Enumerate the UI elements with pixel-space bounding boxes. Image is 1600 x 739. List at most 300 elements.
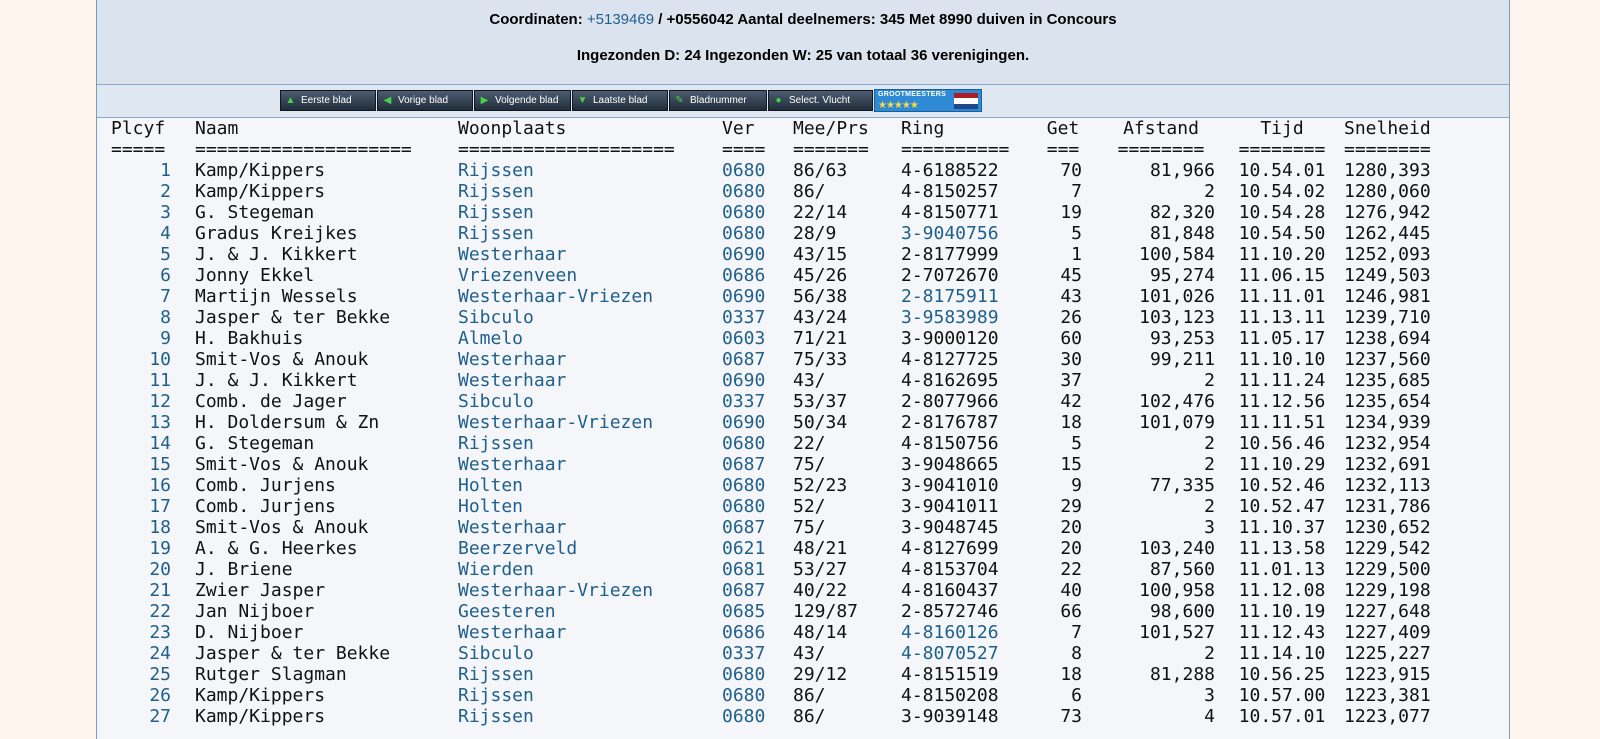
residence-link[interactable]: Westerhaar-Vriezen [458, 580, 654, 601]
rank-link[interactable]: 18 [149, 517, 171, 538]
results-table [97, 118, 1509, 727]
ring-number-link[interactable]: 4-8160126 [901, 622, 999, 643]
table-row [97, 601, 1509, 622]
arrival-time: 11.13.11 [1238, 307, 1326, 328]
ring-number-link[interactable]: 3-9040756 [901, 223, 999, 244]
club-link[interactable]: 0680 [722, 160, 766, 181]
distance: 101,527 [1139, 622, 1215, 643]
arrival-time: 10.57.00 [1238, 685, 1326, 706]
club-link[interactable]: 0686 [722, 622, 766, 643]
rank-link[interactable]: 23 [149, 622, 171, 643]
fancier-name: Jasper & ter Bekke [195, 307, 391, 328]
sep-plcyf: ===== [111, 139, 166, 160]
arrival-time: 11.10.29 [1238, 454, 1326, 475]
fancier-name: H. Doldersum & Zn [195, 412, 380, 433]
ring-number: 4-8162695 [901, 370, 999, 391]
ring-number: 4-8127699 [901, 538, 999, 559]
fancier-name: Martijn Wessels [195, 286, 358, 307]
residence-link[interactable]: Beerzerveld [458, 538, 578, 559]
header-afstand: Afstand [1123, 118, 1199, 139]
fancier-name: Kamp/Kippers [195, 181, 326, 202]
rank-link[interactable]: 26 [149, 685, 171, 706]
marked-count: 73 [1060, 706, 1082, 727]
fancier-name: Rutger Slagman [195, 664, 347, 685]
rank-link[interactable]: 12 [149, 391, 171, 412]
arrival-time: 11.10.37 [1238, 517, 1326, 538]
rank-link[interactable]: 2 [160, 181, 171, 202]
residence-link[interactable]: Westerhaar [458, 370, 567, 391]
table-row [97, 244, 1509, 265]
select-flight-button[interactable] [768, 90, 873, 111]
first-page-button[interactable] [280, 90, 376, 111]
distance: 2 [1204, 643, 1215, 664]
residence-link[interactable]: Rijssen [458, 181, 534, 202]
ring-number-link[interactable]: 2-8175911 [901, 286, 999, 307]
arrival-time: 10.54.02 [1238, 181, 1326, 202]
sep-mee-prs: ======= [793, 139, 869, 160]
club-link[interactable]: 0337 [722, 307, 766, 328]
rank-link[interactable]: 16 [149, 475, 171, 496]
entries-prizes: 71/21 [793, 328, 848, 349]
sep-ver: ==== [722, 139, 766, 160]
club-link[interactable]: 0687 [722, 580, 766, 601]
residence-link[interactable]: Rijssen [458, 433, 534, 454]
marked-count: 5 [1071, 433, 1082, 454]
page-number-label: Bladnummer [690, 95, 747, 106]
residence-link[interactable]: Geesteren [458, 601, 556, 622]
distance: 3 [1204, 517, 1215, 538]
distance: 102,476 [1139, 391, 1215, 412]
speed: 1232,113 [1344, 475, 1431, 496]
marked-count: 7 [1071, 622, 1082, 643]
marked-count: 7 [1071, 181, 1082, 202]
ring-number: 4-6188522 [901, 160, 999, 181]
table-row [97, 706, 1509, 727]
ring-number: 3-9041010 [901, 475, 999, 496]
arrival-time: 11.06.15 [1238, 265, 1326, 286]
residence-link[interactable]: Wierden [458, 559, 534, 580]
fancier-name: Jonny Ekkel [195, 265, 315, 286]
rank-link[interactable]: 25 [149, 664, 171, 685]
fancier-name: Kamp/Kippers [195, 706, 326, 727]
entries-prizes: 48/14 [793, 622, 848, 643]
speed: 1239,710 [1344, 307, 1431, 328]
sep-woonplaats: ==================== [458, 139, 675, 160]
residence-link[interactable]: Rijssen [458, 202, 534, 223]
table-row [97, 370, 1509, 391]
marked-count: 45 [1060, 265, 1082, 286]
club-link[interactable]: 0681 [722, 559, 766, 580]
fancier-name: Kamp/Kippers [195, 685, 326, 706]
marked-count: 8 [1071, 643, 1082, 664]
club-link[interactable]: 0687 [722, 349, 766, 370]
marked-count: 37 [1060, 370, 1082, 391]
club-link[interactable]: 0337 [722, 643, 766, 664]
fancier-name: A. & G. Heerkes [195, 538, 358, 559]
participants-summary: / +0556042 Aantal deelnemers: 345 Met 8990 duiven in Concours [654, 11, 1117, 28]
sep-afstand: ======== [1117, 139, 1205, 160]
marked-count: 42 [1060, 391, 1082, 412]
entries-prizes: 86/ [793, 181, 826, 202]
club-link[interactable]: 0690 [722, 412, 766, 433]
ring-number: 2-8177999 [901, 244, 999, 265]
arrival-time: 10.54.28 [1238, 202, 1326, 223]
table-row [97, 580, 1509, 601]
arrival-time: 10.56.46 [1238, 433, 1326, 454]
arrow-left-icon: ◀ [383, 95, 392, 106]
entries-prizes: 53/37 [793, 391, 848, 412]
speed: 1227,648 [1344, 601, 1431, 622]
fancier-name: Comb. Jurjens [195, 496, 336, 517]
fancier-name: Comb. Jurjens [195, 475, 336, 496]
table-row [97, 643, 1509, 664]
select-icon: ● [775, 95, 782, 106]
distance: 101,026 [1139, 286, 1215, 307]
rank-link[interactable]: 14 [149, 433, 171, 454]
club-link[interactable]: 0680 [722, 706, 766, 727]
distance: 93,253 [1149, 328, 1215, 349]
speed: 1252,093 [1344, 244, 1431, 265]
rank-link[interactable]: 13 [149, 412, 171, 433]
club-link[interactable]: 0621 [722, 538, 766, 559]
residence-link[interactable]: Rijssen [458, 664, 534, 685]
first-page-label: Eerste blad [301, 95, 352, 106]
distance: 2 [1204, 181, 1215, 202]
marked-count: 20 [1060, 538, 1082, 559]
rank-link[interactable]: 5 [160, 244, 171, 265]
club-link[interactable]: 0690 [722, 244, 766, 265]
residence-link[interactable]: Vriezenveen [458, 265, 578, 286]
header-tijd: Tijd [1260, 118, 1304, 139]
header-ring: Ring [901, 118, 945, 139]
distance: 2 [1204, 496, 1215, 517]
entries-prizes: 43/24 [793, 307, 848, 328]
entries-prizes: 53/27 [793, 559, 848, 580]
speed: 1231,786 [1344, 496, 1431, 517]
club-link[interactable]: 0680 [722, 664, 766, 685]
fancier-name: Jasper & ter Bekke [195, 643, 391, 664]
residence-link[interactable]: Westerhaar [458, 454, 567, 475]
pencil-icon: ✎ [675, 95, 684, 106]
distance: 95,274 [1149, 265, 1215, 286]
page-number-button[interactable] [669, 90, 767, 111]
club-link[interactable]: 0687 [722, 517, 766, 538]
entries-prizes: 129/87 [793, 601, 859, 622]
speed: 1227,409 [1344, 622, 1431, 643]
rank-link[interactable]: 1 [160, 160, 171, 181]
results-panel [96, 0, 1510, 739]
residence-link[interactable]: Westerhaar [458, 244, 567, 265]
fancier-name: Smit-Vos & Anouk [195, 517, 369, 538]
club-link[interactable]: 0603 [722, 328, 766, 349]
next-page-button[interactable] [474, 90, 571, 111]
club-link[interactable]: 0686 [722, 265, 766, 286]
rank-link[interactable]: 20 [149, 559, 171, 580]
ring-number: 4-8150771 [901, 202, 999, 223]
fancier-name: J. & J. Kikkert [195, 370, 358, 391]
distance: 101,079 [1139, 412, 1215, 433]
club-link[interactable]: 0680 [722, 202, 766, 223]
fancier-name: J. Briene [195, 559, 293, 580]
rank-link[interactable]: 22 [149, 601, 171, 622]
select-flight-label: Select. Vlucht [789, 95, 851, 106]
entries-prizes: 50/34 [793, 412, 848, 433]
rank-link[interactable]: 27 [149, 706, 171, 727]
speed: 1234,939 [1344, 412, 1431, 433]
arrival-time: 11.12.08 [1238, 580, 1326, 601]
club-link[interactable]: 0680 [722, 181, 766, 202]
speed: 1229,542 [1344, 538, 1431, 559]
ring-number: 3-9000120 [901, 328, 999, 349]
rank-link[interactable]: 19 [149, 538, 171, 559]
header-plcyf: Plcyf [111, 118, 166, 139]
entries-prizes: 52/23 [793, 475, 848, 496]
entries-prizes: 86/63 [793, 160, 848, 181]
residence-link[interactable]: Rijssen [458, 706, 534, 727]
arrival-time: 10.54.01 [1238, 160, 1326, 181]
rank-link[interactable]: 4 [160, 223, 171, 244]
fancier-name: Smit-Vos & Anouk [195, 454, 369, 475]
ring-number-link[interactable]: 3-9583989 [901, 307, 999, 328]
speed: 1225,227 [1344, 643, 1431, 664]
ring-number: 4-8160437 [901, 580, 999, 601]
header-get: Get [1046, 118, 1080, 139]
header-ver: Ver [722, 118, 755, 139]
header-naam: Naam [195, 118, 239, 139]
grootmeesters-banner[interactable] [874, 89, 982, 112]
speed: 1280,060 [1344, 181, 1431, 202]
arrival-time: 11.12.56 [1238, 391, 1326, 412]
marked-count: 1 [1071, 244, 1082, 265]
club-link[interactable]: 0680 [722, 685, 766, 706]
entries-prizes: 22/ [793, 433, 826, 454]
arrival-time: 10.57.01 [1238, 706, 1326, 727]
entries-prizes: 29/12 [793, 664, 848, 685]
entries-prizes: 28/9 [793, 223, 837, 244]
ring-number: 2-8077966 [901, 391, 999, 412]
speed: 1230,652 [1344, 517, 1431, 538]
arrival-time: 11.13.58 [1238, 538, 1326, 559]
distance: 100,958 [1139, 580, 1215, 601]
arrival-time: 11.11.24 [1238, 370, 1326, 391]
club-link[interactable]: 0690 [722, 286, 766, 307]
fancier-name: J. & J. Kikkert [195, 244, 358, 265]
table-row [97, 265, 1509, 286]
rank-link[interactable]: 8 [160, 307, 171, 328]
residence-link[interactable]: Westerhaar [458, 349, 567, 370]
header-separator [97, 139, 1509, 160]
speed: 1246,981 [1344, 286, 1431, 307]
fancier-name: G. Stegeman [195, 202, 315, 223]
fancier-name: G. Stegeman [195, 433, 315, 454]
next-page-label: Volgende blad [495, 95, 559, 106]
residence-link[interactable]: Westerhaar [458, 517, 567, 538]
speed: 1262,445 [1344, 223, 1431, 244]
previous-page-button[interactable] [377, 90, 473, 111]
fancier-name: Jan Nijboer [195, 601, 315, 622]
residence-link[interactable]: Holten [458, 475, 524, 496]
fancier-name: Kamp/Kippers [195, 160, 326, 181]
table-row [97, 538, 1509, 559]
entries-prizes: 43/ [793, 370, 826, 391]
table-row [97, 685, 1509, 706]
table-row [97, 622, 1509, 643]
residence-link[interactable]: Almelo [458, 328, 524, 349]
fancier-name: Comb. de Jager [195, 391, 347, 412]
club-link[interactable]: 0680 [722, 475, 766, 496]
ring-number: 4-8151519 [901, 664, 999, 685]
ring-number: 4-8150756 [901, 433, 999, 454]
speed: 1237,560 [1344, 349, 1431, 370]
arrow-down-icon: ▼ [577, 95, 588, 106]
speed: 1249,503 [1344, 265, 1431, 286]
marked-count: 18 [1060, 664, 1082, 685]
club-link[interactable]: 0337 [722, 391, 766, 412]
residence-link[interactable]: Sibculo [458, 643, 534, 664]
entries-prizes: 43/ [793, 643, 826, 664]
rank-link[interactable]: 6 [160, 265, 171, 286]
distance: 81,848 [1149, 223, 1215, 244]
speed: 1232,954 [1344, 433, 1431, 454]
rank-link[interactable]: 3 [160, 202, 171, 223]
club-link[interactable]: 0680 [722, 433, 766, 454]
entries-prizes: 86/ [793, 706, 826, 727]
fancier-name: Smit-Vos & Anouk [195, 349, 369, 370]
distance: 81,288 [1149, 664, 1215, 685]
ring-number: 2-8572746 [901, 601, 999, 622]
arrival-time: 10.54.50 [1238, 223, 1326, 244]
rank-link[interactable]: 24 [149, 643, 171, 664]
table-row [97, 181, 1509, 202]
marked-count: 19 [1060, 202, 1082, 223]
table-row [97, 454, 1509, 475]
ring-number: 2-7072670 [901, 265, 999, 286]
residence-link[interactable]: Westerhaar-Vriezen [458, 286, 654, 307]
entries-prizes: 48/21 [793, 538, 848, 559]
fancier-name: Zwier Jasper [195, 580, 326, 601]
previous-page-label: Vorige blad [398, 95, 449, 106]
rank-link[interactable]: 10 [149, 349, 171, 370]
rank-link[interactable]: 21 [149, 580, 171, 601]
rank-link[interactable]: 17 [149, 496, 171, 517]
residence-link[interactable]: Westerhaar-Vriezen [458, 412, 654, 433]
entries-prizes: 52/ [793, 496, 826, 517]
residence-link[interactable]: Westerhaar [458, 622, 567, 643]
club-link[interactable]: 0687 [722, 454, 766, 475]
speed: 1235,685 [1344, 370, 1431, 391]
residence-link[interactable]: Sibculo [458, 391, 534, 412]
arrival-time: 11.14.10 [1238, 643, 1326, 664]
table-row [97, 475, 1509, 496]
residence-link[interactable]: Sibculo [458, 307, 534, 328]
marked-count: 40 [1060, 580, 1082, 601]
table-row [97, 307, 1509, 328]
rank-link[interactable]: 7 [160, 286, 171, 307]
coordinates-link[interactable]: +5139469 [586, 11, 655, 28]
arrival-time: 11.10.19 [1238, 601, 1326, 622]
entries-prizes: 56/38 [793, 286, 848, 307]
arrival-time: 11.10.10 [1238, 349, 1326, 370]
marked-count: 30 [1060, 349, 1082, 370]
entries-prizes: 40/22 [793, 580, 848, 601]
ring-number: 4-8150257 [901, 181, 999, 202]
residence-link[interactable]: Holten [458, 496, 524, 517]
distance: 99,211 [1149, 349, 1215, 370]
arrival-time: 11.10.20 [1238, 244, 1326, 265]
distance: 2 [1204, 454, 1215, 475]
sep-snelheid: ======== [1344, 139, 1431, 160]
page-navigation-bar [97, 85, 1509, 118]
ring-number: 3-9041011 [901, 496, 999, 517]
fancier-name: Gradus Kreijkes [195, 223, 358, 244]
last-page-label: Laatste blad [593, 95, 648, 106]
rank-link[interactable]: 9 [160, 328, 171, 349]
distance: 87,560 [1149, 559, 1215, 580]
table-row [97, 223, 1509, 244]
speed: 1223,077 [1344, 706, 1431, 727]
marked-count: 29 [1060, 496, 1082, 517]
flag-stripe [954, 104, 978, 109]
marked-count: 6 [1071, 685, 1082, 706]
header-mee-prs: Mee/Prs [793, 118, 869, 139]
arrow-up-icon: ▲ [285, 95, 296, 106]
arrival-time: 11.11.01 [1238, 286, 1326, 307]
fancier-name: D. Nijboer [195, 622, 304, 643]
residence-link[interactable]: Rijssen [458, 685, 534, 706]
club-link[interactable]: 0680 [722, 496, 766, 517]
star-rating-icon: ★★★★★ [878, 100, 918, 111]
marked-count: 20 [1060, 517, 1082, 538]
arrival-time: 10.52.46 [1238, 475, 1326, 496]
distance: 82,320 [1149, 202, 1215, 223]
marked-count: 60 [1060, 328, 1082, 349]
speed: 1229,500 [1344, 559, 1431, 580]
speed: 1280,393 [1344, 160, 1431, 181]
ring-number: 3-9039148 [901, 706, 999, 727]
club-link[interactable]: 0690 [722, 370, 766, 391]
dutch-flag-icon [954, 93, 978, 109]
distance: 77,335 [1149, 475, 1215, 496]
rank-link[interactable]: 15 [149, 454, 171, 475]
ring-number-link[interactable]: 4-8070527 [901, 643, 999, 664]
table-row [97, 412, 1509, 433]
sep-get: === [1046, 139, 1080, 160]
distance: 100,584 [1139, 244, 1215, 265]
speed: 1276,942 [1344, 202, 1431, 223]
ring-number: 4-8150208 [901, 685, 999, 706]
table-row [97, 160, 1509, 181]
entries-prizes: 86/ [793, 685, 826, 706]
speed: 1232,691 [1344, 454, 1431, 475]
distance: 3 [1204, 685, 1215, 706]
residence-link[interactable]: Rijssen [458, 160, 534, 181]
residence-link[interactable]: Rijssen [458, 223, 534, 244]
fancier-name: H. Bakhuis [195, 328, 304, 349]
club-link[interactable]: 0685 [722, 601, 766, 622]
rank-link[interactable]: 11 [149, 370, 171, 391]
header-snelheid: Snelheid [1344, 118, 1431, 139]
last-page-button[interactable] [572, 90, 668, 111]
marked-count: 18 [1060, 412, 1082, 433]
marked-count: 15 [1060, 454, 1082, 475]
entries-prizes: 45/26 [793, 265, 848, 286]
marked-count: 5 [1071, 223, 1082, 244]
entries-prizes: 75/ [793, 517, 826, 538]
race-info-header [97, 0, 1509, 85]
speed: 1238,694 [1344, 328, 1431, 349]
club-link[interactable]: 0680 [722, 223, 766, 244]
ring-number: 4-8153704 [901, 559, 999, 580]
